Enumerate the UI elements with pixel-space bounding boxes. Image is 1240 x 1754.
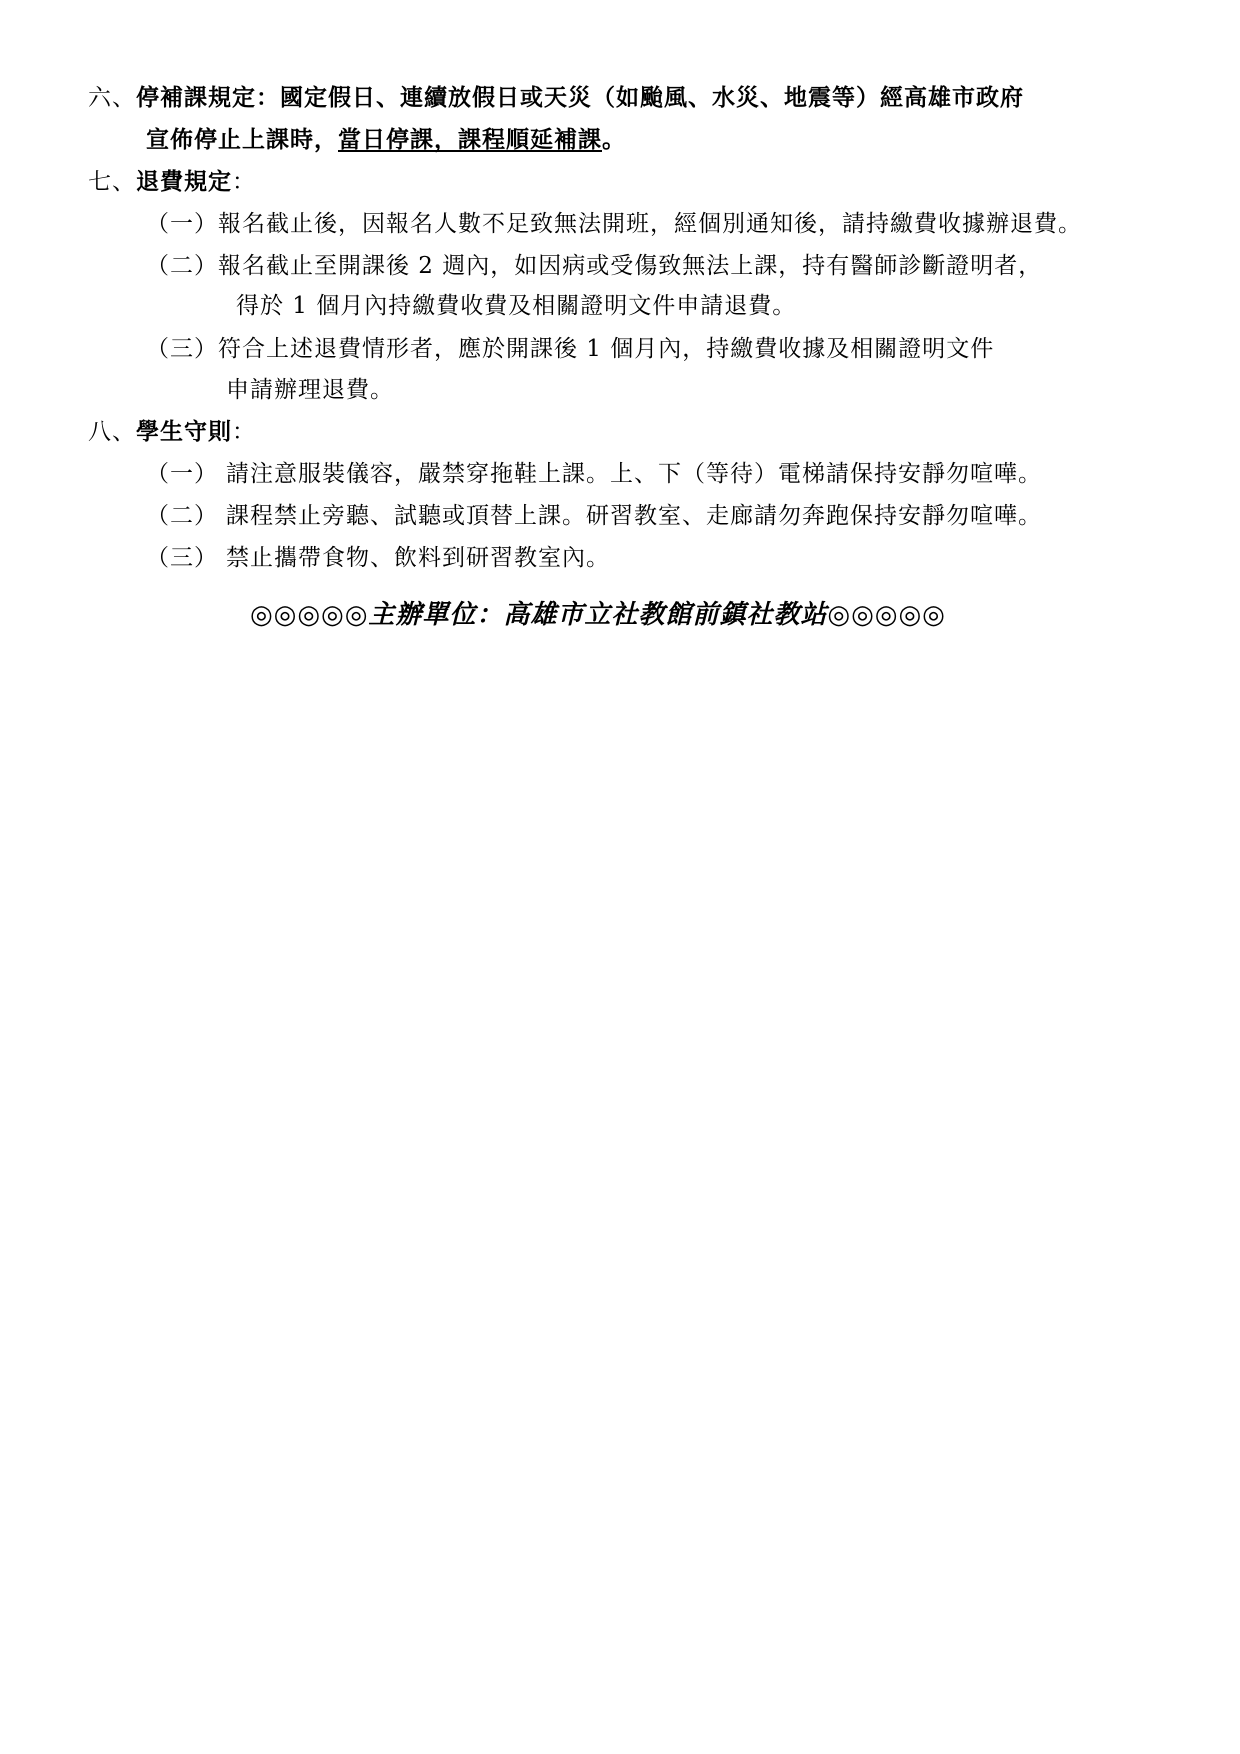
item-number: （三） [146,545,218,571]
section7-heading [88,167,256,197]
section8-item-3 [146,543,610,573]
section6-period: 。 [602,126,626,153]
section6-label: 六、 [88,85,136,111]
section7-item-3-cont [226,375,394,405]
section7-title: 退費規定 [136,168,232,195]
item-number: （三） [146,336,218,362]
item-text: 課程禁止旁聽、試聽或頂替上課。研習教室、走廊請勿奔跑保持安靜勿喧嘩。 [226,503,1042,529]
item-text: 禁止攜帶食物、飲料到研習教室內。 [226,545,610,571]
section8-item-1 [146,459,1042,489]
section8-heading [88,417,256,447]
item-text: 報名截止後，因報名人數不足致無法開班，經個別通知後，請持繳費收據辦退費。 [218,211,1082,237]
item-text-cont: 申請辦理退費。 [226,377,394,403]
section8-colon: ： [232,419,256,445]
section6-text: ：國定假日、連續放假日或天災（如颱風、水災、地震等）經高雄市政府 [256,84,1024,111]
section7-item-2-cont [236,291,796,321]
section7-item-1 [146,209,1082,239]
item-text-cont: 得於 1 個月內持繳費收費及相關證明文件申請退費。 [236,293,797,319]
organizer-footer: ◎◎◎◎◎主辦單位：高雄市立社教館前鎮社教站◎◎◎◎◎ [250,600,946,630]
item-number: （二） [146,253,218,279]
section6-line1 [88,83,1024,113]
item-number: （二） [146,503,218,529]
section8-item-2 [146,501,1042,531]
item-text: 符合上述退費情形者，應於開課後 1 個月內，持繳費收據及相關證明文件 [218,336,995,362]
section7-item-3 [146,334,994,364]
item-number: （一） [146,461,218,487]
section8-title: 學生守則 [136,418,232,445]
section6-underlined-text: 當日停課，課程順延補課 [338,126,602,153]
section6-line2 [146,125,626,155]
item-number: （一） [146,211,218,237]
section6-title: 停補課規定 [136,84,256,111]
section6-text-cont: 宣佈停止上課時， [146,126,338,153]
item-text: 報名截止至開課後 2 週內，如因病或受傷致無法上課，持有醫師診斷證明者， [218,253,1043,279]
section8-label: 八、 [88,419,136,445]
section7-item-2 [146,251,1042,281]
item-text: 請注意服裝儀容，嚴禁穿拖鞋上課。上、下（等待）電梯請保持安靜勿喧嘩。 [226,461,1042,487]
section7-label: 七、 [88,169,136,195]
section7-colon: ： [232,169,256,195]
